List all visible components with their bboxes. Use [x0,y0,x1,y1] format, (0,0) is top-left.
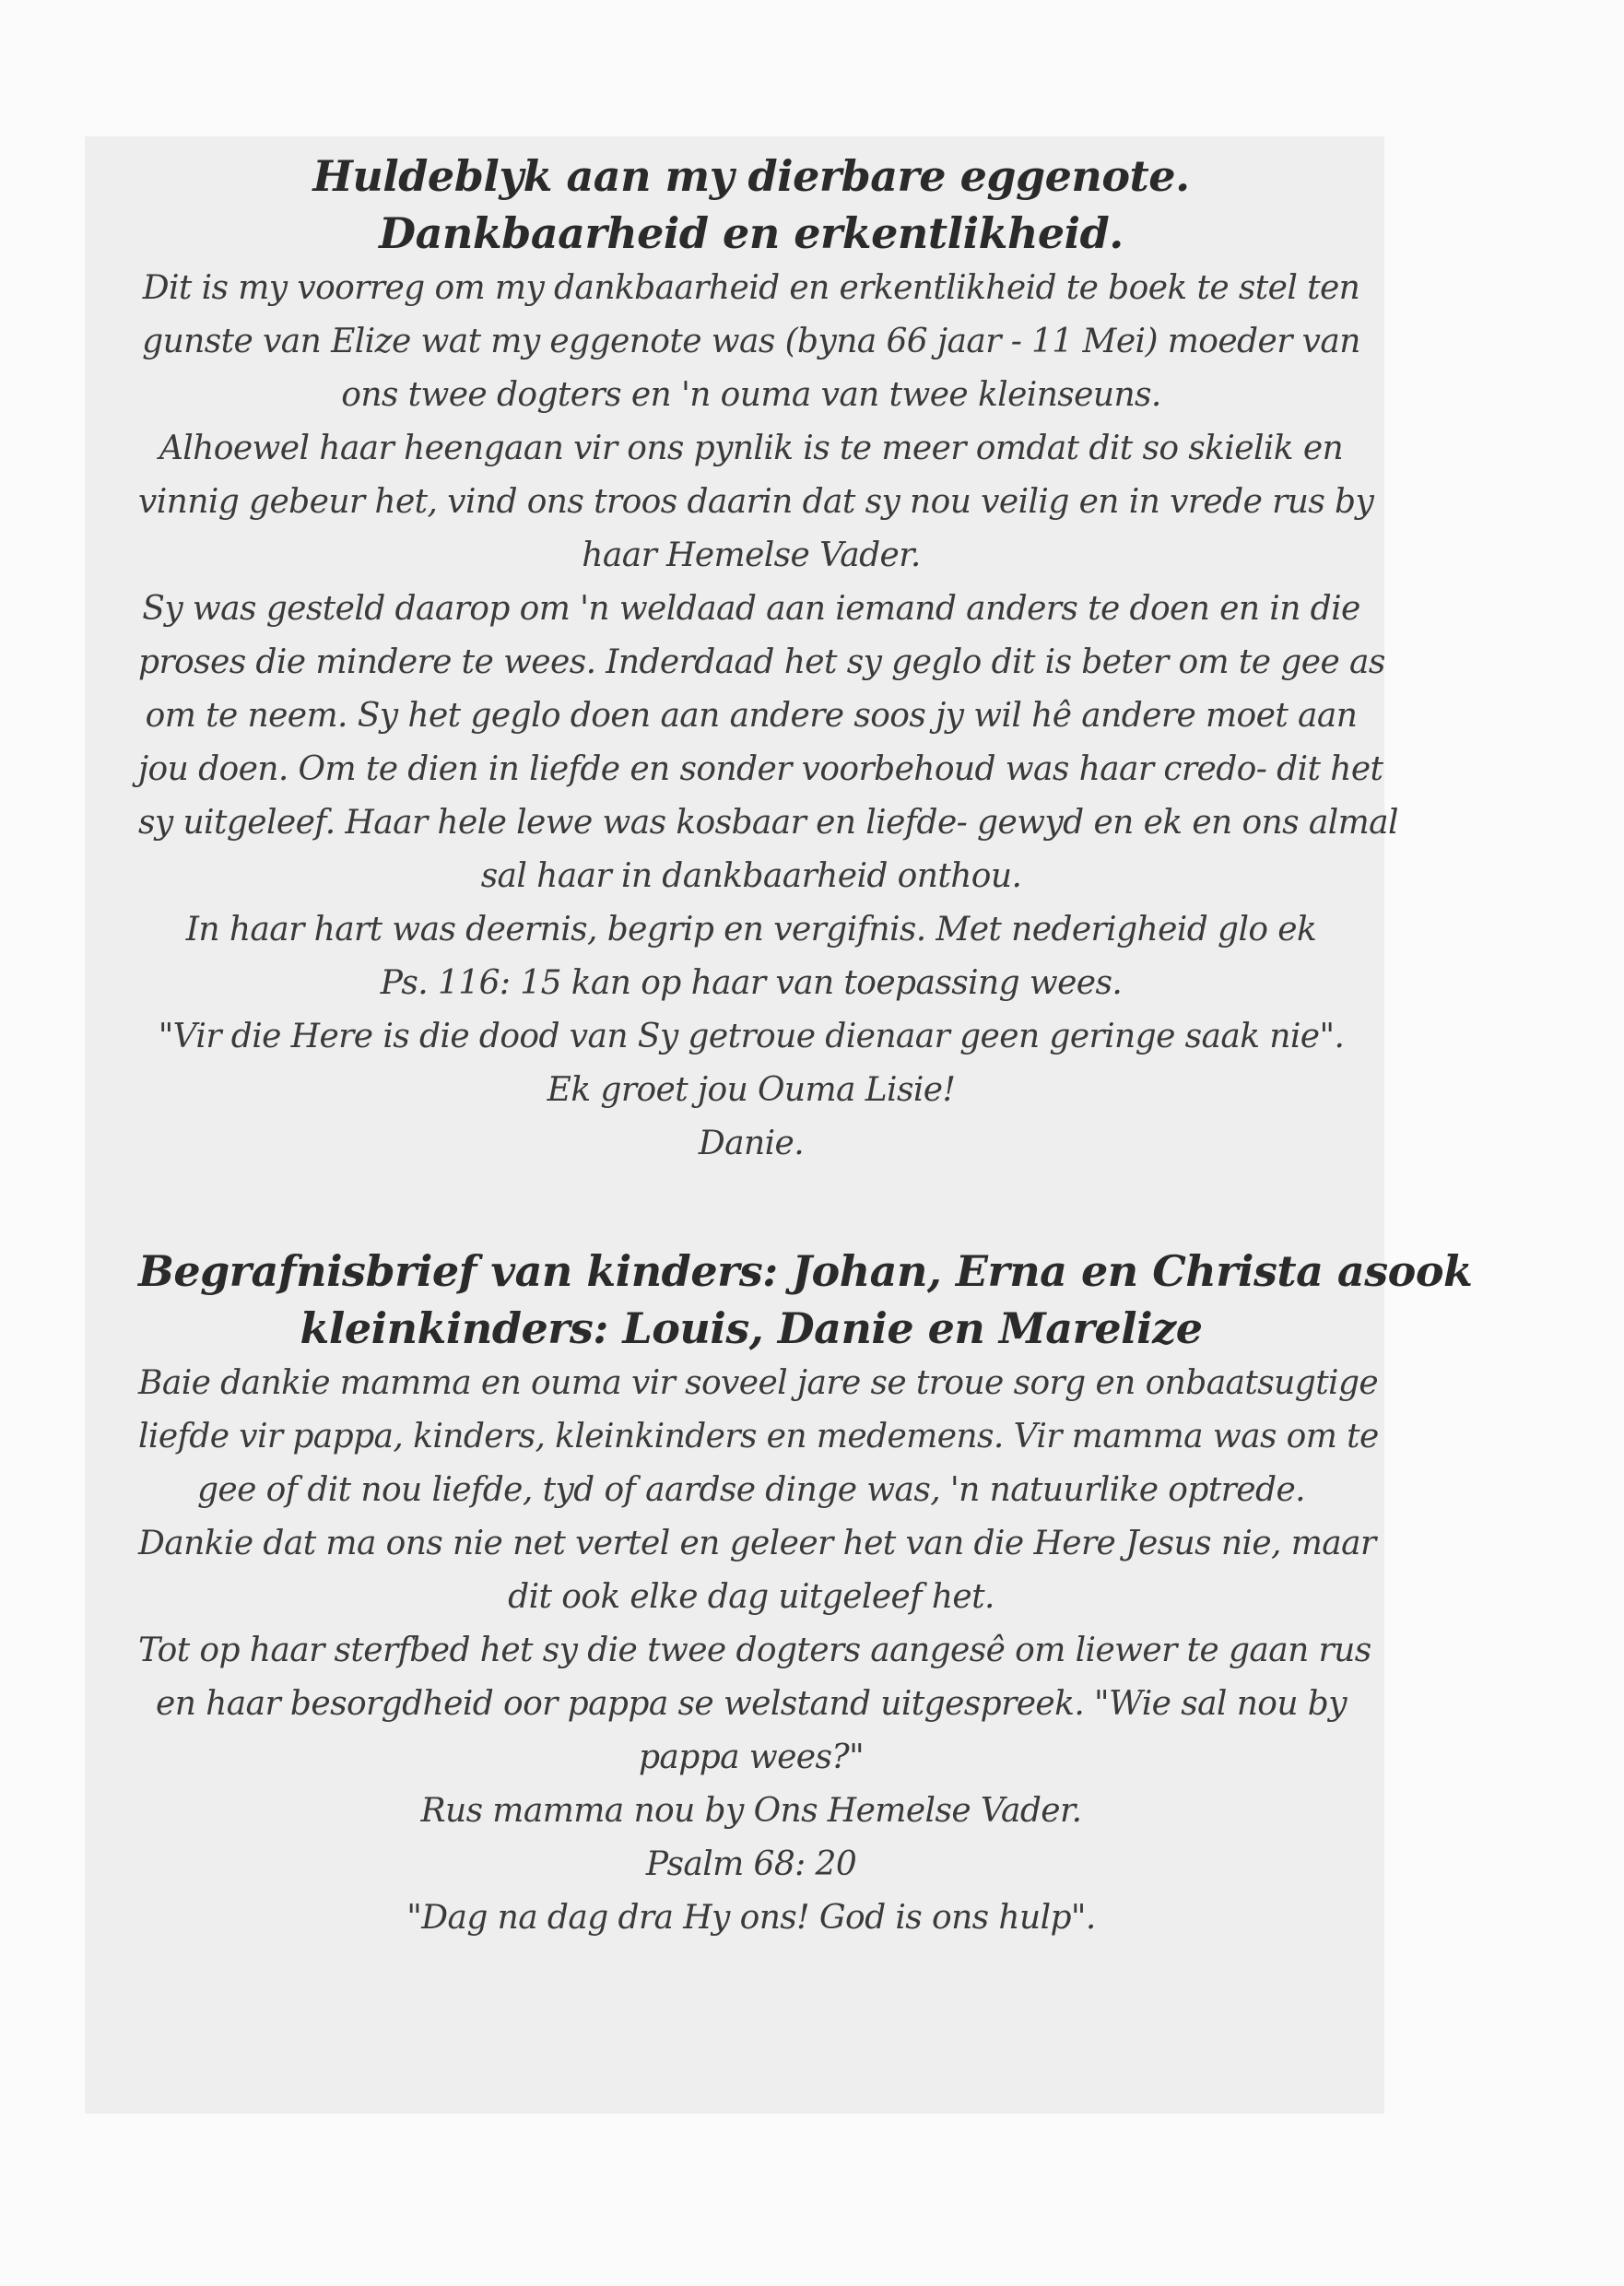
funeral-letter-title-line-2: kleinkinders: Louis, Danie en Marelize [300,1303,1203,1353]
tribute-line: Ek groet jou Ouma Lisie! [547,1071,956,1109]
letter-line: pappa wees?" [638,1738,865,1776]
funeral-letter-body [138,1357,1379,1945]
letter-line: gee of dit nou liefde, tyd of aardse dinge was, 'n natuurlike optrede. [196,1471,1305,1509]
document-content [138,147,1473,1945]
funeral-letter-section [138,1243,1473,1945]
tribute-line: "Vir die Here is die dood van Sy getroue dienaar geen geringe saak nie". [158,1018,1345,1055]
tribute-line: haar Hemelse Vader. [582,536,921,574]
tribute-line: In haar hart was deernis, begrip en vergifnis. Met nederigheid glo ek [185,911,1317,949]
tribute-line: Alhoewel haar heengaan vir ons pynlik is te meer omdat dit so skielik en [159,430,1344,467]
tribute-title-line-2: Dankbaarheid en erkentlikheid. [379,208,1124,258]
tribute-title-line-1: Huldeblyk aan my dierbare eggenote. [312,151,1190,201]
tribute-title [138,147,1364,262]
tribute-line: vinnig gebeur het, vind ons troos daarin dat sy nou veilig en in vrede rus by [138,483,1374,521]
letter-line: Dankie dat ma ons nie net vertel en geleer het van die Here Jesus nie, maar [138,1525,1376,1562]
tribute-line: Dit is my voorreg om my dankbaarheid en erkentlikheid te boek te stel ten [142,269,1360,307]
tribute-line: Sy was gesteld daarop om 'n weldaad aan iemand anders te doen en in die [142,590,1360,628]
letter-line: Rus mamma nou by Ons Hemelse Vader. [420,1792,1082,1830]
tribute-section [138,147,1398,1171]
letter-line: Baie dankie mamma en ouma vir soveel jare se troue sorg en onbaatsugtige [138,1364,1379,1402]
funeral-letter-title [138,1243,1473,1357]
tribute-line: gunste van Elize wat my eggenote was (byna 66 jaar - 11 Mei) moeder van [142,323,1360,360]
tribute-line: jou doen. Om te dien in liefde en sonder voorbehoud was haar credo- dit het [138,750,1383,788]
tribute-line: proses die mindere te wees. Inderdaad het sy geglo dit is beter om te gee as [138,643,1385,681]
letter-line: "Dag na dag dra Hy ons! God is ons hulp". [406,1899,1096,1937]
letter-line: Tot op haar sterfbed het sy die twee dogters aangesê om liewer te gaan rus [138,1632,1371,1669]
tribute-line: sy uitgeleef. Haar hele lewe was kosbaar en liefde- gewyd en ek en ons almal [138,804,1398,842]
tribute-line: sal haar in dankbaarheid onthou. [480,857,1022,895]
funeral-letter-title-line-1: Begrafnisbrief van kinders: Johan, Erna en Christa asook [138,1246,1473,1296]
tribute-body [138,262,1398,1171]
letter-line: liefde vir pappa, kinders, kleinkinders en medemens. Vir mamma was om te [138,1418,1379,1455]
tribute-line: om te neem. Sy het geglo doen aan andere soos jy wil hê andere moet aan [145,697,1358,735]
tribute-line: ons twee dogters en 'n ouma van twee kleinseuns. [341,376,1161,414]
tribute-line: Ps. 116: 15 kan op haar van toepassing wees. [380,964,1123,1002]
letter-line: Psalm 68: 20 [645,1845,857,1883]
tribute-signature: Danie. [698,1125,805,1162]
letter-line: dit ook elke dag uitgeleef het. [508,1578,994,1616]
letter-line: en haar besorgdheid oor pappa se welstand uitgespreek. "Wie sal nou by [156,1685,1347,1723]
